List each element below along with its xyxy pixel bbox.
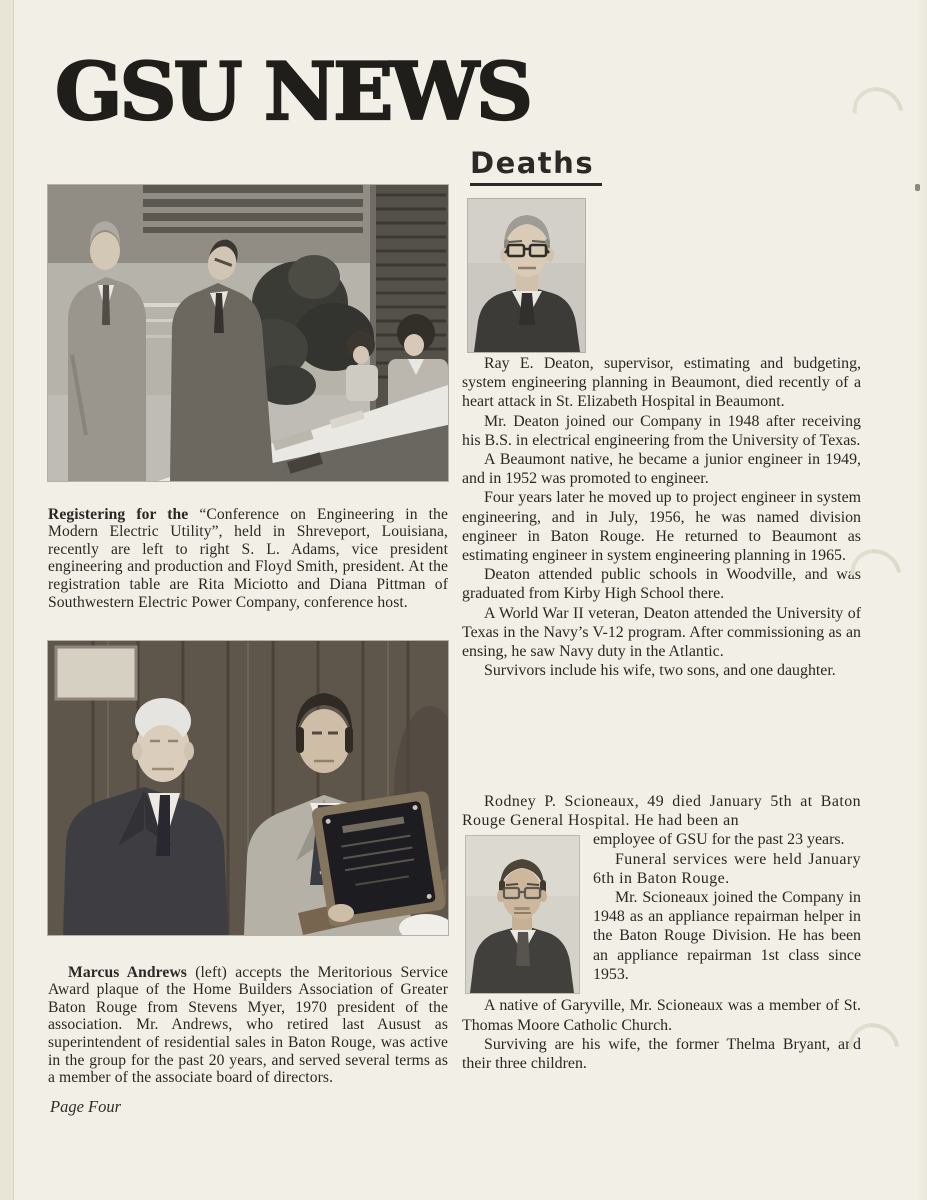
scioneaux-paragraph: Funeral services were held January 6th in Baton Rouge.	[593, 850, 861, 887]
scioneaux-intro-continued: employee of GSU for the past 23 years.	[593, 831, 845, 849]
page-title: GSU NEWS	[55, 45, 531, 138]
page-number: Page Four	[50, 1097, 122, 1116]
deaton-paragraph: Deaton attended public schools in Woodville, and was graduated from Kirby High School there.	[462, 566, 861, 603]
registration-caption-lead: Registering for the	[48, 505, 189, 523]
registration-caption-text: “Conference on Engineering in the Modern Electric Utility”, held in Shreveport, Louisiana, recently are left to right S. L. Adams, vice president engineering and production and Floyd Smith, president. At the registration table are Rita Miciotto and Diana Pittman of Southwestern Electric Power Company, conference host.	[48, 505, 448, 611]
scioneaux-paragraph: A native of Garyville, Mr. Scioneaux was a member of St. Thomas Moore Catholic Church.	[462, 997, 861, 1034]
award-caption-lead: Marcus Andrews	[68, 963, 187, 981]
scan-left-edge	[0, 0, 14, 1200]
registration-photo-illustration	[48, 185, 448, 481]
scan-artifact-speck	[915, 184, 920, 191]
award-photo-illustration	[48, 641, 448, 935]
deaton-portrait-photo	[468, 199, 585, 352]
deaton-paragraph: A Beaumont native, he became a junior engineer in 1949, and in 1952 was promoted to engineer.	[462, 451, 861, 488]
deaton-portrait-illustration	[468, 199, 585, 352]
scioneaux-paragraph: Mr. Scioneaux joined the Company in 1948 as an appliance repairman helper in the Baton Rouge Division. He has been an appliance repairman 1st class since 1953.	[593, 889, 861, 983]
award-caption-text: (left) accepts the Meritorious Service Award plaque of the Home Builders Association of Greater Baton Rouge from Stevens Myer, 1970 president of the association. Mr. Andrews, who retired last Ausust as superintendent of residential sales in Baton Rouge, was active in the group for the past 20 years, and served several terms as a member of the associate board of directors.	[48, 963, 448, 1087]
award-caption	[48, 964, 448, 1087]
scioneaux-portrait-illustration	[466, 836, 579, 993]
deaths-section-heading: Deaths	[470, 146, 602, 186]
registration-caption	[48, 506, 448, 612]
scioneaux-portrait-photo	[466, 836, 579, 993]
deaton-paragraph: Ray E. Deaton, supervisor, estimating and budgeting, system engineering planning in Beaumont, died recently of a heart attack in St. Elizabeth Hospital in Beaumont.	[462, 355, 861, 411]
registration-photo	[48, 185, 448, 481]
scioneaux-paragraph: Surviving are his wife, the former Thelma Bryant, and their three children.	[462, 1035, 861, 1073]
deaton-paragraph: Four years later he moved up to project engineer in system engineering, and in July, 1956, he was named division engineer in Baton Rouge. He returned to Beaumont as estimating engineer in system engineering planning in 1965.	[462, 489, 861, 565]
deaton-paragraph: A World War II veteran, Deaton attended the University of Texas in the Navy’s V-12 program. After commissioning as an ensing, he saw Navy duty in the Atlantic.	[462, 604, 861, 661]
scioneaux-obituary	[462, 792, 861, 1073]
deaton-paragraph: Mr. Deaton joined our Company in 1948 after receiving his B.S. in electrical engineering from the University of Texas.	[462, 412, 861, 449]
scan-right-shade	[917, 0, 927, 1200]
scioneaux-intro: Rodney P. Scioneaux, 49 died January 5th at Baton Rouge General Hospital. He had been an	[462, 793, 861, 830]
scan-artifact-curl	[843, 77, 914, 147]
deaton-paragraph: Survivors include his wife, two sons, and one daughter.	[484, 662, 836, 680]
award-photo	[48, 641, 448, 935]
deaton-obituary	[462, 354, 861, 680]
